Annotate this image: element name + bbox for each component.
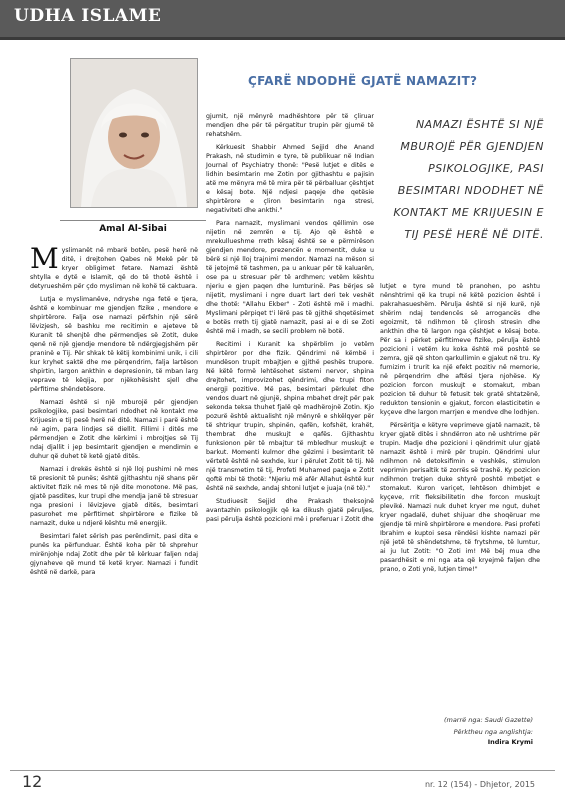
paragraph: Përsëritja e këtyre veprimeve gjatë namazit, të kryer gjatë ditës i shndërron ato në ushtrime për trupin. Madje dhe pozicioni i qëndrimit ulur gjatë namazit është i mirë për trupin. Qëndrimi ulur ndihmon në detoksifimin e veshkës, stimulon veprimin perisaltik të zorrës së trashë. Ky pozicion ndihmon tretjen duke shtyrë poshtë mbetjet e stomakut. Kuron variçet, lehtëson dhimbjet e kyçeve, rrit fleksibilitetin dhe forcon muskujt pleviké. Namazi nuk duhet kryer me ngut, duhet kryer ngadalë, duhet shijuar dhe shoqëruar me gjendje të mirë shpirtërore e mendore. Pasi profeti Ibrahim e kuptoi sesa rëndësi kishte namazi për një jetë të shëndetshme, të frytshme, të lumtur, ai ju lut Zotit: "O Zoti im! Më bëj mua dhe pasardhësit e mi nga ata që kryejmë faljen dhe prano, o Zoti ynë, lutjen time!" xyxy=(380,422,540,573)
article-headline: ÇFARË NDODHË GJATË NAMAZIT? xyxy=(248,74,478,88)
author-portrait-image xyxy=(71,59,197,207)
citation-text: (marrë nga: Saudi Gazette) xyxy=(443,716,533,724)
paragraph: Kërkuesit Shabbir Ahmed Sejjid dhe Anand Prakash, në studimin e tyre, të publikuar në Indian Journal of Psychiatry thonë: "Pesë lutjet e ditës e lidhin besimtarin me Zotin por gjithashtu e pajisin atë me mënyra më të mira për të përballuar çështjet e kësaj bote. Një ndjesi paqeje dhe qetësie shpirtërore e çliron besimtarin nga stresi, negativiteti dhe ankthi." xyxy=(206,144,374,214)
drop-cap: M xyxy=(30,242,59,275)
column-2 xyxy=(206,112,374,528)
author-photo xyxy=(70,58,198,208)
translator-name: Indira Krymi xyxy=(487,738,533,746)
paragraph: Lutja e myslimanëve, ndryshe nga fetë e tjera, është e kombinuar me gjendjen fizike , mendore e shpirtërore. Falja ose namazi përfshin një sërë lëvizjesh, së bashku me recitimin e ajeteve të Kuranit të shenjtë dhe përmendjes së Zotit, duke qenë në një gjendje mendore të ndërgjegjshëm për praninë e Tij. Për shkak të këtij kombinimi unik, i cili kur kryhet saktë dhe me përqendrim, falja lartëson shpirtin, largon ankthin e depresionin, të mban larg veprave të këqija, por njëkohësisht sjell dhe përfitime shëndetësore. xyxy=(30,296,198,393)
paragraph-text: yslimanët në mbarë botën, pesë herë në ditë, i drejtohen Qabes në Mekë për të kryer obligimet fetare. Namazi është shtylla e dytë e Islamit, që do të thotë është i detyrueshëm për çdo mysliman në kohë të caktuara. xyxy=(30,247,198,290)
paragraph: Namazi është si një mburojë për gjendjen psikologjike, pasi besimtari ndodhet në kontakt me Krijuesin e tij pesë herë në ditë. Namazi i parë është në agim, para lindjes së diellit. Fillimi i ditës me përmendjen e Zotit dhe kërkimi i mbrojtjes së Tij ndaj djallit i jep besimtarit gjendjen e mendimin e duhur që duhet të ketë gjatë ditës. xyxy=(30,399,198,460)
page-number: 12 xyxy=(22,772,43,791)
footer-divider xyxy=(10,770,555,771)
section-title: UDHA ISLAME xyxy=(14,6,162,26)
header-stripe xyxy=(0,37,565,40)
pull-quote: NAMAZI ËSHTË SI NJË MBUROJË PËR GJENDJEN PSIKOLOGJIKE, PASI BESIMTARI NDODHET NË KONTAKT ME KRIJUESIN E TIJ PESË HERË NË DITË. xyxy=(393,118,544,241)
section-header xyxy=(0,0,565,40)
column-1 xyxy=(30,242,198,581)
source-citation xyxy=(388,714,533,738)
paragraph: Besimtari falet sërish pas perëndimit, pasi dita e punës ka përfunduar. Është koha për të shprehur mirënjohje ndaj Zotit dhe për të kërkuar faljen ndaj gjynaheve që mund të ketë kryer. Namazi i fundit është në darkë, para xyxy=(30,533,198,576)
credit-text: Përktheu nga anglishtja: xyxy=(453,728,533,736)
paragraph: lutjet e tyre mund të pranohen, po ashtu nënshtrimi që ka trupi në këtë pozicion është i pakrahasueshëm. Përulja është si një kurë, një shërim ndaj tendencës së arrogancës dhe egoizmit, të ndihmon të çlirosh stresin dhe ankthin dhe të largon nga çështjet e kësaj bote. Për sa i përket përfitimeve fizike, përulja është pozicioni i vetëm ku koka është më poshtë se zemra, gjë që shton qarkullimin e gjakut në tru. Ky furnizim i trurit ka një efekt pozitiv në memorie, në përqendrim dhe aftësi tjera njohëse. Ky pozicion forcon muskujt e stomakut, mban pozicion të duhur të fetusit tek gratë shtatzënë, redukton tensionin e gjakut, forcon elasticitetin e kyçeve dhe largon marrjen e mendve dhe lodhjen. xyxy=(380,283,540,416)
paragraph xyxy=(30,242,198,291)
issue-info: nr. 12 (154) - Dhjetor, 2015 xyxy=(424,780,535,789)
author-name: Amal Al-Sibai xyxy=(99,224,167,234)
paragraph: Studiuesit Sejjid dhe Prakash theksojnë avantazhin psikologjik që ka dikush gjatë përuljes, pasi përulja është pozicioni më i preferuar i Zotit dhe xyxy=(206,498,374,523)
paragraph: Recitimi i Kuranit ka shpërblim jo vetëm shpirtëror por dhe fizik. Qëndrimi në këmbë i mundëson trupit mbajtjen e gjithë peshës trupore. Në këtë formë lehtësohet sistemi nervor, shpina drejtohet, improvizohet qëndrimi, dhe trupi fiton energji pozitive. Më pas, besimtari përkulet dhe vendos duart në gjunjë, shpina mbahet drejt për pak sekonda teksa thuhet fjalë që madhërojnë Zotin. Kjo pozurë është aktualisht një mënyrë e shkëlqyer për të shtriqur trupin, shpinën, qafën, kofshët, krahët, thembrat dhe muskujt e qafës. Gjithashtu funksionon për të mbajtur të mbledhur muskujt e barkut. Momenti kulmor dhe gëzimi i besimtarit të vërtetë është në sexhde, kur i përulet Zotit të tij. Në një transmetim të tij, Profeti Muhamed paqja e Zotit qoftë mbi të thotë: "Njeriu më afër Allahut është kur është në sexhde, andaj shtoni lutjet e juaja (në të)." xyxy=(206,341,374,492)
paragraph: Para namazit, myslimani vendos qëllimin ose nijetin në zemrën e tij. Ajo që është e mrekullueshme rreth kësaj është se e përmirëson gjendjen mendore, prezencën e momentit, duke u bërë si një lloj trajnimi mendor. Namazi na mëson si të jetojmë të tashmen, pa u ankuar për të kaluarën, ose pa u stresuar për të ardhmen; vetëm kështu njeriu e gjen paqen dhe lumturinë. Pas bërjes së nijetit, myslimani i ngre duart lart deri tek veshët dhe thotë: "Allahu Ekber" - Zoti është më i madhi. Myslimani përpiqet t'i lërë pas të gjithë shqetësimet e botës rreth tij gjatë namazit, pasi ai e di se Zoti është më i madh, se secili problem në botë. xyxy=(206,220,374,335)
column-3 xyxy=(380,282,540,578)
paragraph: Namazi i drekës është si një lloj pushimi në mes të presionit të punës; është gjithashtu një shans për aktivitet fizik në mes të një dite monotone. Më pas, gjatë pasdites, kur trupi dhe mendja janë të stresuar nga presioni i lëvizjeve gjatë ditës, besimtari pasurohet me përfitimet shpirtërore e fizike të namazit, duke u ndjerë kështu më energjik. xyxy=(30,466,198,527)
paragraph: gjumit, një mënyrë madhështore për të çliruar mendjen dhe për të përgatitur trupin për gjumë të rehatshëm. xyxy=(206,113,374,138)
caption-divider xyxy=(60,220,206,221)
